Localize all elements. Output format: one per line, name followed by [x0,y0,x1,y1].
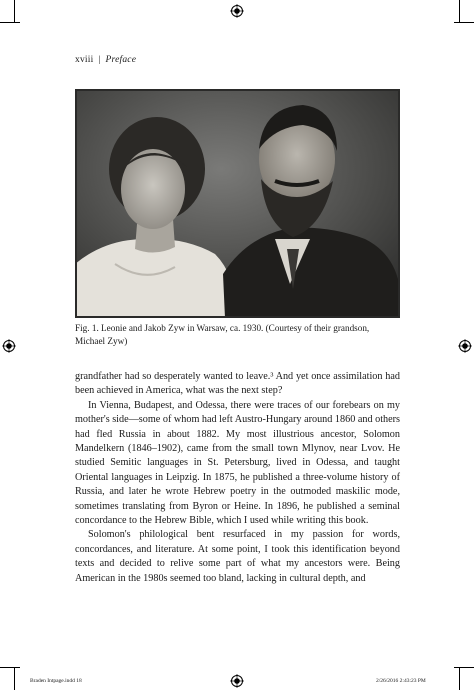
crop-mark [459,0,460,22]
figure-caption: Fig. 1. Leonie and Jakob Zyw in Warsaw, ca. 1930. (Courtesy of their grandson, Michael Zyw) [75,323,370,346]
slug-timestamp: 2/26/2016 2:43:23 PM [376,678,426,684]
registration-mark-icon [458,339,472,353]
portrait-photograph [75,89,400,318]
crop-mark [454,667,474,668]
registration-mark-icon [230,674,244,688]
crop-mark [459,668,460,690]
slug-file-label: Braden Intpage.indd 18 [30,678,82,684]
body-text [75,370,400,586]
crop-mark [14,668,15,690]
crop-mark [0,667,20,668]
running-title: Preface [105,55,137,65]
page-number: xviii [75,55,94,65]
crop-mark [0,22,20,23]
header-separator: | [98,55,101,65]
registration-mark-icon [230,4,244,18]
paragraph: In Vienna, Budapest, and Odessa, there were traces of our forebears on my mother's side—some of whom had left Austro-Hungary around 1860 and others had fled Russia in about 1882. My most illustrious ancestor, Solomon Mandelkern (1846–1902), came from the small town Mlynov, near Lvov. He studied Semitic languages in St. Petersburg, lived in Odessa, and taught Oriental languages in Leipzig. In 1875, he published a three-volume history of Russia, and later he wrote Hebrew poetry in the outmoded maskilic mode, sometimes translating from Byron or Heine. In 1896, he published a seminal concordance to the Hebrew Bible, which I used while writing this book. [75,399,400,527]
paragraph: grandfather had so desperately wanted to leave.³ And yet once assimilation had been achieved in America, what was the next step? [75,371,400,397]
running-header [75,55,136,65]
crop-mark [454,22,474,23]
crop-mark [14,0,15,22]
registration-mark-icon [2,339,16,353]
paragraph: Solomon's philological bent resurfaced in my passion for words, concordances, and literature. At some point, I took this identification beyond texts and decided to relive some part of what my ancestors were. Being American in the 1980s seemed too bland, lacking in cultural depth, and [75,529,400,584]
